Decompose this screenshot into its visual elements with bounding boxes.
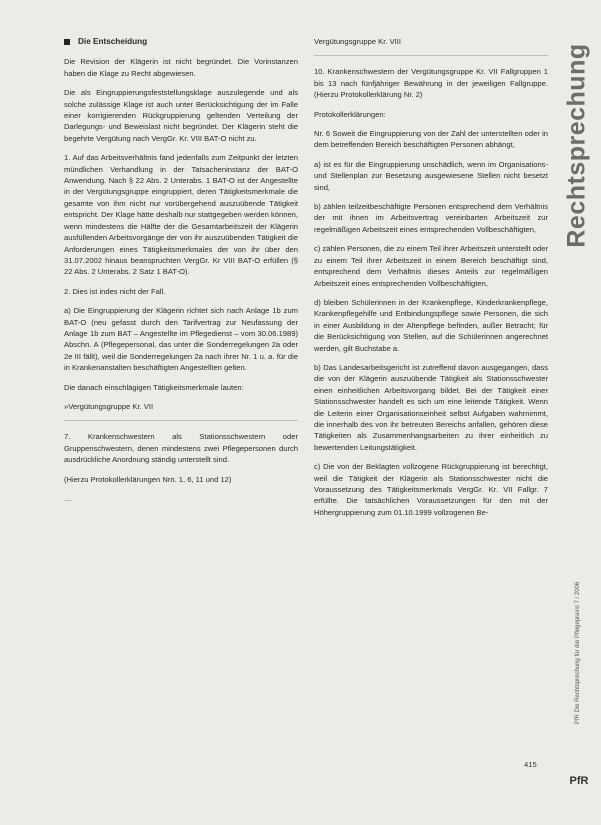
paragraph: c) zählen Personen, die zu einem Teil ihrer Arbeitszeit unterstellt oder zu einem Teil ihrer Arbeitszeit in einem Bereich beschäftigt sind, entsprechend dem Verhältnis dieses Anteils zur regelmäßigen Arbeitszeit eines entsprechenden Vollbeschäftigten,: [314, 244, 548, 288]
left-column: [64, 36, 298, 514]
paragraph: Vergütungsgruppe Kr. VIII: [314, 37, 401, 46]
journal-info-text: PfR Die Rechtsprechung für die Pflegepraxis 7 / 2006: [575, 581, 582, 724]
page-number: 415: [524, 760, 537, 769]
journal-info-vertical: [568, 540, 588, 765]
paragraph: Die danach einschlägigen Tätigkeitsmerkmale lauten:: [64, 382, 244, 392]
paragraph: (Hierzu Protokollerklärungen Nrn. 1, 6, 11 und 12): [64, 474, 232, 484]
paragraph: Protokollerklärungen:: [314, 109, 386, 119]
paragraph: c) Die von der Beklagten vollzogene Rückgruppierung ist berechtigt, weil die Tätigkeit der Klägerin als Stationsschwester nicht die Voraussetzung des Tätigkeitsmerkmals VergGr. Kr. VII Fallgr. 7 erfüllte. Die tatsächlichen Voraussetzungen für den mit der Höhergruppierung zum 01.10.1999 vollzogenen Be-: [314, 462, 548, 517]
journal-logo: PfR: [569, 775, 589, 787]
paragraph: b) zählen teilzeitbeschäftigte Personen entsprechend dem Verhältnis der mit ihnen im Arbeitsvertrag vereinbarten Arbeitszeit zur regelmäßigen Arbeitszeit eines entsprechenden Vollbeschäftigten,: [314, 202, 548, 234]
paragraph: Die Revision der Klägerin ist nicht begründet. Die Vorinstanzen haben die Klage zu Recht abgewiesen.: [64, 57, 298, 78]
paragraph: a) ist es für die Eingruppierung unschädlich, wenn im Organisations- und Stellenplan zur Besetzung ausgewiesene Stellen nicht besetzt sind,: [314, 159, 548, 192]
paragraph: 1. Auf das Arbeitsverhältnis fand jedenfalls zum Zeitpunkt der letzten mündlichen Verhandlung in der Tatsacheninstanz der BAT-O Anwendung. Nach § 22 Abs. 2 Unterabs. 1 BAT-O ist der Angestellte in der Vergütungsgruppe eingruppiert, deren Tätigkeitsmerkmale die gesamte von ihm nicht nur vorübergehend auszuübende Tätigkeit entspricht. Der Klage hätte deshalb nur stattgegeben werden können, wenn mindestens die Hälfte der die Gesamtarbeitszeit der Klägerin ausfüllenden Arbeitsvorgänge der von ihr auszuübenden Tätigkeit die Anforderungen eines Tätigkeitsmerkmales der von ihr über den 31.07.2002 hinaus beanspruchten VergGr. Kr VIII BAT-O erfüllen (§ 22 Abs. 2 Unterabs. 2 Satz 1 BAT-O).: [64, 153, 298, 277]
paragraph: a) Die Eingruppierung der Klägerin richtet sich nach Anlage 1b zum BAT-O (neu gefasst durch den Tarifvertrag zur Neufassung der Anlage 1b zum BAT – Angestellte im Pflegedienst – vom 30.06.1989) Abschn. A (Pflegepersonal, das unter die Sonderregelungen 2a oder 2e III fällt), weil die Sonderregelungen 2a nach ihrer Nr. 1 u. a. für die in Krankenanstalten beschäftigten Angestellten gelten.: [64, 306, 298, 373]
paragraph: 7. Krankenschwestern als Stationsschwestern oder Gruppenschwestern, denen mindestens zwei Pflegepersonen durch ausdrückliche Anordnung ständig unterstellt sind.: [64, 432, 298, 465]
paragraph: Nr. 6 Soweit die Eingruppierung von der Zahl der unterstellten oder in dem betreffenden Bereich beschäftigten Personen abhängt,: [314, 129, 548, 150]
section-title-text: Rechtsprechung: [562, 42, 591, 248]
paragraph: 2. Dies ist indes nicht der Fall.: [64, 286, 166, 296]
paragraph: b) Das Landesarbeitsgericht ist zutreffend davon ausgegangen, dass die von der Klägerin auszuübende Tätigkeit als Stationsschwester einen einheitlichen Arbeitsvorgang bildet. Bei der Tätigkeit einer Stationsschwester handelt es sich um eine leitende Tätigkeit. Wenn die Leiterin einer Organisationseinheit selbst Aufgaben wahrnimmt, die innerhalb des von ihr betreuten Bereichs anfallen, gehören diese Tätigkeiten als Zusammenhangsarbeiten zu ihrer einheitlich zu bewertenden Leitungstätigkeit.: [314, 362, 548, 452]
square-bullet-icon: [64, 39, 70, 45]
divider: [314, 55, 548, 56]
quote-start: »Vergütungsgruppe Kr. VII: [64, 401, 154, 411]
right-column: [314, 36, 548, 526]
divider: [64, 420, 298, 421]
paragraph: 10. Krankenschwestern der Vergütungsgruppe Kr. VII Fallgruppen 1 bis 13 nach fünfjähriger Bewährung in der jeweiligen Fallgruppe. (Hierzu Protokollerklärung Nr. 2): [314, 67, 548, 100]
ellipsis: …: [64, 494, 72, 503]
section-heading: [64, 36, 298, 47]
paragraph: d) bleiben Schülerinnen in der Krankenpflege, Kinderkrankenpflege, Krankenpflegehilfe und Entbindungspflege sowie Personen, die sich in einer Ausbildung in der Altenpflege befinden, außer Betracht; für die Berücksichtigung von Stellen, auf die Schülerinnen angerechnet werden, gilt Buchstabe a.: [314, 297, 548, 353]
section-heading-text: Die Entscheidung: [78, 37, 148, 46]
paragraph: Die als Eingruppierungsfeststellungsklage auszulegende und als solche zulässige Klage ist auch unter Berücksichtigung der im Falle einer korrigierenden Rückgruppierung geltenden Verteilung der Darlegungs- und Beweislast nicht begründet. Der Klägerin steht die begehrte Vergütung nach VergGr. Kr. VIII BAT-O nicht zu.: [64, 88, 298, 143]
section-title-vertical: [558, 40, 596, 250]
